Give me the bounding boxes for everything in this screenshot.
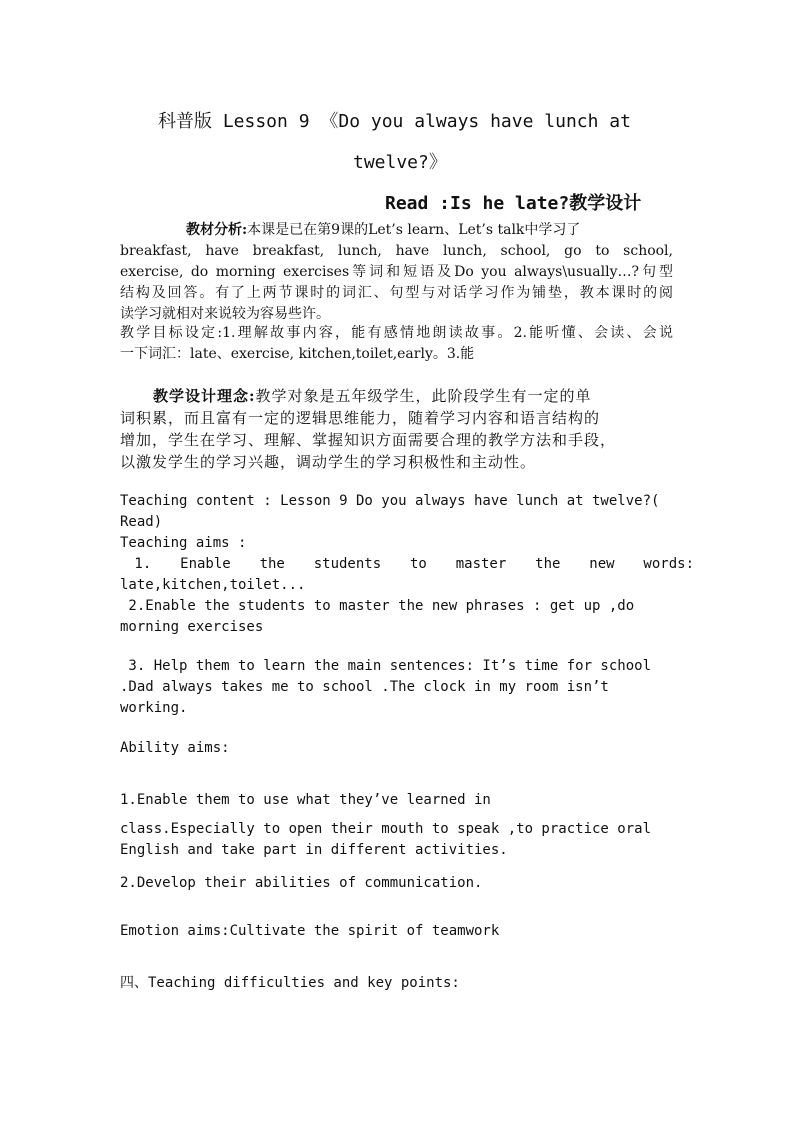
analysis-line-4: 结构及回答。有了上两节课时的词汇、句型与对话学习作为铺垫，教本课时的阅 [120,285,673,301]
concept-line-3: 增加，学生在学习、理解、掌握知识方面需要合理的教学方法和手段， [120,431,617,449]
objectives-line-2: 一下词汇：late、exercise, kitchen,toilet,early。3.能 [120,346,475,362]
ability-1-line-3: English and take part in different activities. [120,842,508,858]
concept-text-1: 教学对象是五年级学生，此阶段学生有一定的单 [255,387,592,405]
objectives-section [120,323,673,365]
teaching-content [120,491,695,638]
analysis-label: 教材分析: [186,222,248,238]
aim-3 [120,656,673,719]
aim-2-line-1: 2.Enable the students to master the new phrases : get up ,do [120,598,635,614]
ability-aims-title: Ability aims: [120,740,230,756]
analysis-line-2: breakfast, have breakfast, lunch, have lunch, school, go to school, [120,243,673,259]
analysis-line-5: 读学习就相对来说较为容易些许。 [120,306,330,322]
title-line-2: twelve?》 [353,152,447,173]
aim-1-line-1: 1. Enable the students to master the new words: [120,556,695,572]
aims-title: Teaching aims : [120,535,247,551]
concept-line-4: 以激发学生的学习兴趣，调动学生的学习积极性和主动性。 [120,453,537,471]
content-line-2: Read) [120,514,163,530]
title-line-3: Read :Is he late?教学设计 [385,193,642,214]
analysis-line-1 [120,220,673,241]
aim-3-line-1: 3. Help them to learn the main sentences: It’s time for school [120,658,652,674]
title-line-1: 科普版 Lesson 9 《Do you always have lunch at [158,111,631,132]
ability-1-cont [120,819,673,861]
emotion-aims: Emotion aims:Cultivate the spirit of teamwork [120,923,500,939]
ability-1 [120,790,673,811]
analysis-text-1: 本课是已在第9课的Let’s learn、Let’s talk中学习了 [247,222,581,238]
content-line-1: Teaching content : Lesson 9 Do you always have lunch at twelve?( [120,493,660,509]
ability-2: 2.Develop their abilities of communication. [120,875,483,891]
ability-1-line-1: 1.Enable them to use what they’ve learned in [120,792,491,808]
aim-3-line-3: working. [120,700,188,716]
concept-label: 教学设计理念: [153,387,256,405]
aim-1-line-2: late,kitchen,toilet... [120,577,306,593]
difficulties-heading: 四、Teaching difficulties and key points: [120,975,460,991]
concept-line-2: 词积累，而且富有一定的逻辑思维能力，随着学习内容和语言结构的 [120,409,601,427]
analysis-section [120,220,673,325]
objectives-line-1: 教学目标设定:1.理解故事内容，能有感情地朗读故事。2.能听懂、会读、会说 [120,325,673,341]
analysis-line-3: exercise, do morning exercises等词和短语及Do you always\usually…?句型 [120,264,673,280]
ability-1-line-2: class.Especially to open their mouth to speak ,to practice oral [120,821,652,837]
concept-line-1 [120,385,673,407]
concept-section [120,385,673,473]
aim-2-line-2: morning exercises [120,619,264,635]
aim-3-line-2: .Dad always takes me to school .The clock in my room isn’t [120,679,609,695]
